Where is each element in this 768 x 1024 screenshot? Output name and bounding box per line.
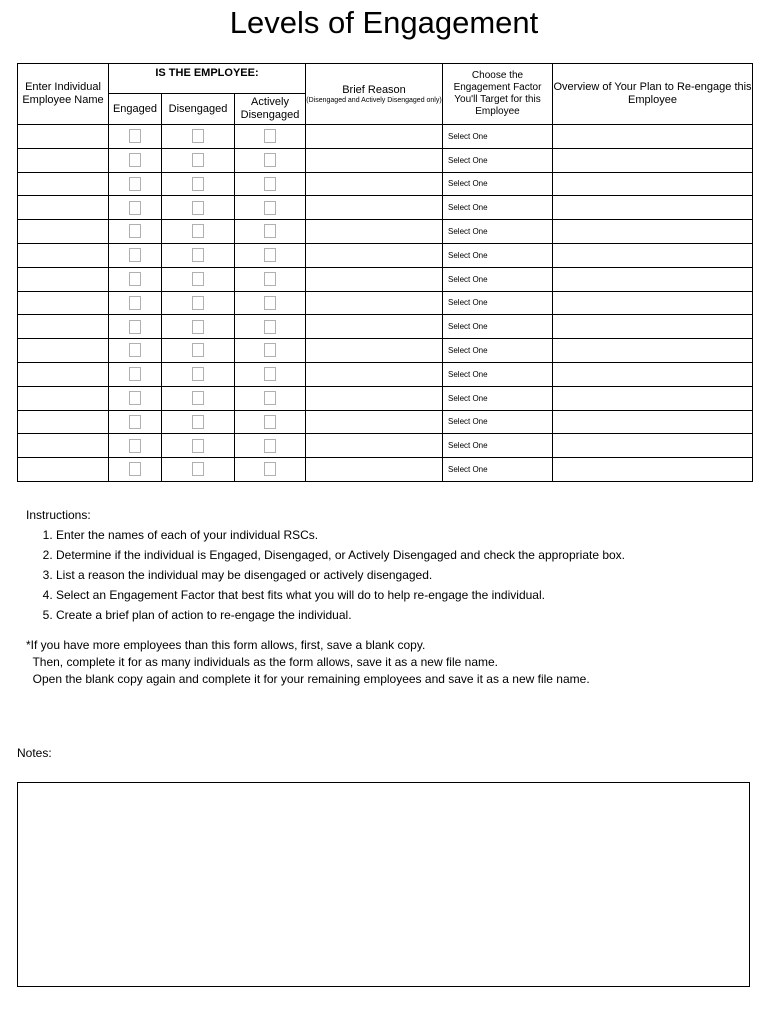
engagement-factor-select[interactable] xyxy=(443,362,553,386)
disengaged-checkbox[interactable] xyxy=(192,320,204,334)
instruction-step: 5. Create a brief plan of action to re-engage the individual. xyxy=(56,605,746,625)
select-one-label: Select One xyxy=(448,465,488,475)
engagement-factor-select[interactable] xyxy=(443,291,553,315)
instruction-step: 3. List a reason the individual may be disengaged or actively disengaged. xyxy=(56,565,746,585)
plan-overview-input[interactable] xyxy=(553,291,753,315)
employee-name-input[interactable] xyxy=(18,243,109,267)
engaged-cell xyxy=(109,243,162,267)
plan-overview-input[interactable] xyxy=(553,434,753,458)
engagement-factor-select[interactable] xyxy=(443,172,553,196)
disengaged-cell xyxy=(162,148,235,172)
footnote-line: Then, complete it for as many individuals as the form allows, save it as a new file name. xyxy=(26,655,498,669)
instructions-heading: Instructions: xyxy=(26,508,91,522)
disengaged-cell xyxy=(162,339,235,363)
select-one-label: Select One xyxy=(448,274,488,284)
disengaged-cell xyxy=(162,172,235,196)
brief-reason-input[interactable] xyxy=(306,458,443,482)
plan-overview-input[interactable] xyxy=(553,172,753,196)
engaged-checkbox[interactable] xyxy=(129,224,141,238)
engaged-checkbox[interactable] xyxy=(129,343,141,357)
engaged-cell xyxy=(109,458,162,482)
header-engagement-factor: Choose the Engagement Factor You'll Target for this Employee xyxy=(443,64,553,125)
brief-reason-input[interactable] xyxy=(306,434,443,458)
engaged-cell xyxy=(109,172,162,196)
select-one-label: Select One xyxy=(448,131,488,141)
brief-reason-input[interactable] xyxy=(306,410,443,434)
engagement-table xyxy=(17,63,753,482)
table-row xyxy=(18,458,753,482)
actively-disengaged-cell xyxy=(235,386,306,410)
instruction-step: 2. Determine if the individual is Engaged, Disengaged, or Actively Disengaged and check the appropriate box. xyxy=(56,545,746,565)
disengaged-checkbox[interactable] xyxy=(192,343,204,357)
engaged-cell xyxy=(109,148,162,172)
actively-disengaged-cell xyxy=(235,362,306,386)
plan-overview-input[interactable] xyxy=(553,243,753,267)
table-row xyxy=(18,362,753,386)
disengaged-cell xyxy=(162,196,235,220)
disengaged-checkbox[interactable] xyxy=(192,153,204,167)
employee-name-input[interactable] xyxy=(18,148,109,172)
table-row xyxy=(18,220,753,244)
engagement-factor-select[interactable] xyxy=(443,410,553,434)
disengaged-cell xyxy=(162,434,235,458)
engagement-factor-select[interactable] xyxy=(443,148,553,172)
engagement-factor-select[interactable] xyxy=(443,196,553,220)
plan-overview-input[interactable] xyxy=(553,220,753,244)
actively-disengaged-checkbox[interactable] xyxy=(264,224,276,238)
table-row xyxy=(18,291,753,315)
engaged-checkbox[interactable] xyxy=(129,320,141,334)
select-one-label: Select One xyxy=(448,369,488,379)
actively-disengaged-cell xyxy=(235,148,306,172)
disengaged-checkbox[interactable] xyxy=(192,129,204,143)
engaged-checkbox[interactable] xyxy=(129,391,141,405)
engagement-factor-select[interactable] xyxy=(443,315,553,339)
header-brief-reason-note: (Disengaged and Actively Disengaged only) xyxy=(306,96,442,104)
select-one-label: Select One xyxy=(448,441,488,451)
engaged-cell xyxy=(109,291,162,315)
plan-overview-input[interactable] xyxy=(553,148,753,172)
employee-name-input[interactable] xyxy=(18,196,109,220)
engaged-checkbox[interactable] xyxy=(129,177,141,191)
select-one-label: Select One xyxy=(448,227,488,237)
instructions xyxy=(26,505,746,625)
brief-reason-input[interactable] xyxy=(306,386,443,410)
engagement-factor-select[interactable] xyxy=(443,458,553,482)
engaged-checkbox[interactable] xyxy=(129,153,141,167)
select-one-label: Select One xyxy=(448,322,488,332)
actively-disengaged-cell xyxy=(235,339,306,363)
disengaged-checkbox[interactable] xyxy=(192,296,204,310)
engaged-checkbox[interactable] xyxy=(129,415,141,429)
disengaged-checkbox[interactable] xyxy=(192,177,204,191)
disengaged-checkbox[interactable] xyxy=(192,201,204,215)
brief-reason-input[interactable] xyxy=(306,172,443,196)
select-one-label: Select One xyxy=(448,417,488,427)
engagement-factor-select[interactable] xyxy=(443,125,553,149)
disengaged-checkbox[interactable] xyxy=(192,415,204,429)
table-row xyxy=(18,172,753,196)
engaged-checkbox[interactable] xyxy=(129,367,141,381)
disengaged-checkbox[interactable] xyxy=(192,367,204,381)
instruction-step: 4. Select an Engagement Factor that best fits what you will do to help re-engage the individual. xyxy=(56,585,746,605)
actively-disengaged-checkbox[interactable] xyxy=(264,367,276,381)
actively-disengaged-cell xyxy=(235,172,306,196)
disengaged-checkbox[interactable] xyxy=(192,248,204,262)
table-row xyxy=(18,434,753,458)
brief-reason-input[interactable] xyxy=(306,243,443,267)
engaged-cell xyxy=(109,339,162,363)
actively-disengaged-checkbox[interactable] xyxy=(264,391,276,405)
employee-name-input[interactable] xyxy=(18,458,109,482)
engaged-cell xyxy=(109,362,162,386)
select-one-label: Select One xyxy=(448,203,488,213)
actively-disengaged-cell xyxy=(235,434,306,458)
plan-overview-input[interactable] xyxy=(553,315,753,339)
employee-name-input[interactable] xyxy=(18,339,109,363)
select-one-label: Select One xyxy=(448,298,488,308)
actively-disengaged-checkbox[interactable] xyxy=(264,296,276,310)
header-is-the-employee: IS THE EMPLOYEE: xyxy=(109,64,306,94)
actively-disengaged-checkbox[interactable] xyxy=(264,462,276,476)
actively-disengaged-checkbox[interactable] xyxy=(264,343,276,357)
brief-reason-input[interactable] xyxy=(306,362,443,386)
header-disengaged: Disengaged xyxy=(162,94,235,125)
disengaged-cell xyxy=(162,410,235,434)
actively-disengaged-cell xyxy=(235,243,306,267)
table-row xyxy=(18,196,753,220)
table-row xyxy=(18,386,753,410)
brief-reason-input[interactable] xyxy=(306,291,443,315)
plan-overview-input[interactable] xyxy=(553,386,753,410)
plan-overview-input[interactable] xyxy=(553,362,753,386)
employee-name-input[interactable] xyxy=(18,362,109,386)
select-one-label: Select One xyxy=(448,393,488,403)
disengaged-cell xyxy=(162,386,235,410)
disengaged-cell xyxy=(162,315,235,339)
select-one-label: Select One xyxy=(448,250,488,260)
table-row xyxy=(18,148,753,172)
employee-name-input[interactable] xyxy=(18,267,109,291)
footnote-line: *If you have more employees than this form allows, first, save a blank copy. xyxy=(26,638,426,652)
employee-name-input[interactable] xyxy=(18,125,109,149)
employee-name-input[interactable] xyxy=(18,220,109,244)
header-brief-reason xyxy=(306,64,443,125)
actively-disengaged-checkbox[interactable] xyxy=(264,177,276,191)
actively-disengaged-checkbox[interactable] xyxy=(264,129,276,143)
header-disengaged-label: Disengaged xyxy=(240,109,300,121)
brief-reason-input[interactable] xyxy=(306,125,443,149)
employee-name-input[interactable] xyxy=(18,386,109,410)
disengaged-checkbox[interactable] xyxy=(192,224,204,238)
actively-disengaged-cell xyxy=(235,410,306,434)
engaged-checkbox[interactable] xyxy=(129,201,141,215)
instructions-list xyxy=(26,525,746,625)
disengaged-cell xyxy=(162,243,235,267)
engaged-cell xyxy=(109,386,162,410)
engaged-checkbox[interactable] xyxy=(129,439,141,453)
header-brief-reason-label: Brief Reason xyxy=(342,83,406,96)
disengaged-cell xyxy=(162,458,235,482)
engagement-factor-select[interactable] xyxy=(443,243,553,267)
actively-disengaged-checkbox[interactable] xyxy=(264,248,276,262)
footnote xyxy=(26,637,746,688)
brief-reason-input[interactable] xyxy=(306,339,443,363)
actively-disengaged-cell xyxy=(235,267,306,291)
select-one-label: Select One xyxy=(448,155,488,165)
page-title: Levels of Engagement xyxy=(229,5,539,40)
engaged-cell xyxy=(109,125,162,149)
actively-disengaged-cell xyxy=(235,458,306,482)
actively-disengaged-checkbox[interactable] xyxy=(264,439,276,453)
notes-field[interactable] xyxy=(17,782,750,987)
engagement-factor-select[interactable] xyxy=(443,386,553,410)
plan-overview-input[interactable] xyxy=(553,410,753,434)
header-employee-name: Enter Individual Employee Name xyxy=(18,64,109,125)
actively-disengaged-cell xyxy=(235,125,306,149)
header-actively-label: Actively xyxy=(251,96,289,108)
engagement-factor-select[interactable] xyxy=(443,339,553,363)
actively-disengaged-cell xyxy=(235,291,306,315)
footnote-line: Open the blank copy again and complete it for your remaining employees and save it as a new file name. xyxy=(26,672,590,686)
select-one-label: Select One xyxy=(448,179,488,189)
disengaged-cell xyxy=(162,362,235,386)
engaged-checkbox[interactable] xyxy=(129,272,141,286)
employee-name-input[interactable] xyxy=(18,172,109,196)
instruction-step: 1. Enter the names of each of your individual RSCs. xyxy=(56,525,746,545)
engaged-cell xyxy=(109,434,162,458)
engaged-cell xyxy=(109,196,162,220)
select-one-label: Select One xyxy=(448,346,488,356)
actively-disengaged-cell xyxy=(235,315,306,339)
header-engaged: Engaged xyxy=(109,94,162,125)
brief-reason-input[interactable] xyxy=(306,267,443,291)
table-row xyxy=(18,339,753,363)
plan-overview-input[interactable] xyxy=(553,339,753,363)
notes-label: Notes: xyxy=(17,746,52,760)
employee-name-input[interactable] xyxy=(18,434,109,458)
actively-disengaged-checkbox[interactable] xyxy=(264,272,276,286)
disengaged-checkbox[interactable] xyxy=(192,462,204,476)
engaged-cell xyxy=(109,410,162,434)
table-row xyxy=(18,243,753,267)
table-row xyxy=(18,315,753,339)
actively-disengaged-checkbox[interactable] xyxy=(264,153,276,167)
actively-disengaged-cell xyxy=(235,196,306,220)
engaged-cell xyxy=(109,267,162,291)
disengaged-cell xyxy=(162,267,235,291)
plan-overview-input[interactable] xyxy=(553,458,753,482)
plan-overview-input[interactable] xyxy=(553,196,753,220)
engaged-cell xyxy=(109,220,162,244)
header-plan-overview: Overview of Your Plan to Re-engage this Employee xyxy=(553,64,753,125)
table-row xyxy=(18,125,753,149)
plan-overview-input[interactable] xyxy=(553,267,753,291)
actively-disengaged-cell xyxy=(235,220,306,244)
employee-name-input[interactable] xyxy=(18,315,109,339)
brief-reason-input[interactable] xyxy=(306,148,443,172)
disengaged-cell xyxy=(162,125,235,149)
engaged-cell xyxy=(109,315,162,339)
actively-disengaged-checkbox[interactable] xyxy=(264,320,276,334)
engaged-checkbox[interactable] xyxy=(129,129,141,143)
plan-overview-input[interactable] xyxy=(553,125,753,149)
brief-reason-input[interactable] xyxy=(306,220,443,244)
engagement-factor-select[interactable] xyxy=(443,267,553,291)
disengaged-checkbox[interactable] xyxy=(192,272,204,286)
engaged-checkbox[interactable] xyxy=(129,296,141,310)
actively-disengaged-checkbox[interactable] xyxy=(264,415,276,429)
engaged-checkbox[interactable] xyxy=(129,248,141,262)
employee-name-input[interactable] xyxy=(18,410,109,434)
disengaged-cell xyxy=(162,220,235,244)
disengaged-cell xyxy=(162,291,235,315)
actively-disengaged-checkbox[interactable] xyxy=(264,201,276,215)
table-row xyxy=(18,267,753,291)
brief-reason-input[interactable] xyxy=(306,196,443,220)
engagement-factor-select[interactable] xyxy=(443,434,553,458)
employee-name-input[interactable] xyxy=(18,291,109,315)
brief-reason-input[interactable] xyxy=(306,315,443,339)
header-actively-disengaged xyxy=(235,94,306,125)
engaged-checkbox[interactable] xyxy=(129,462,141,476)
engagement-factor-select[interactable] xyxy=(443,220,553,244)
disengaged-checkbox[interactable] xyxy=(192,439,204,453)
disengaged-checkbox[interactable] xyxy=(192,391,204,405)
table-row xyxy=(18,410,753,434)
